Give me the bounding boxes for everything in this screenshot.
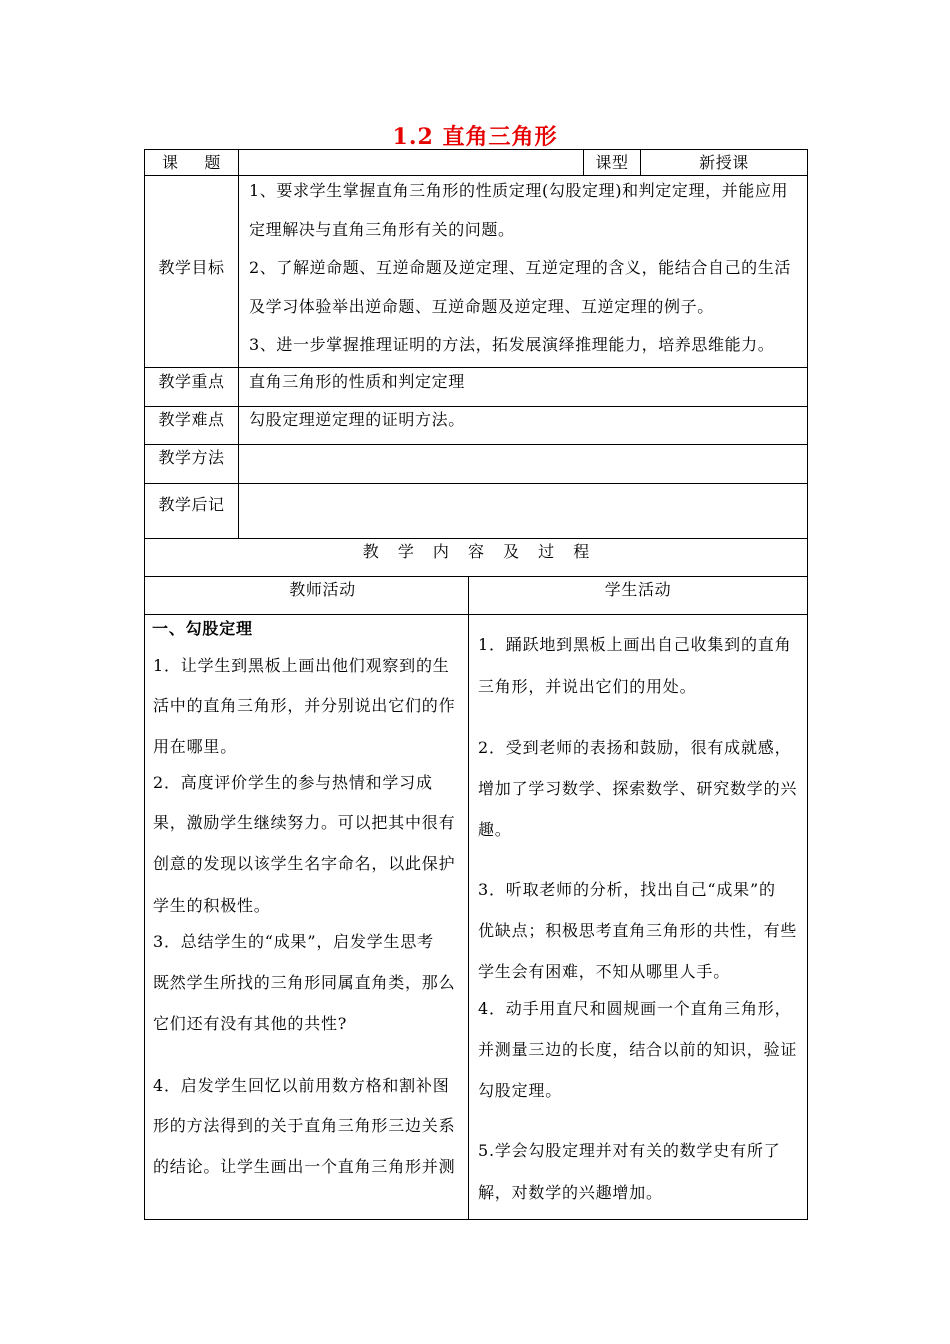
student-line: 解，对数学的兴趣增加。 [478, 1183, 663, 1202]
key-points-content-cell [239, 368, 808, 407]
teacher-line: 果，激励学生继续努力。可以把其中很有 [153, 813, 456, 832]
student-line: 趣。 [478, 820, 512, 839]
student-activity-header: 学生活动 [604, 580, 672, 599]
page-title: 1.2 直角三角形 [392, 124, 558, 150]
student-line: 增加了学习数学、探索数学、研究数学的兴 [478, 779, 798, 798]
teacher-line: 1．让学生到黑板上画出他们观察到的生 [153, 656, 450, 675]
lesson-type-label: 课型 [595, 153, 629, 172]
reflection-content-cell [239, 484, 808, 539]
methods-label-cell [145, 445, 239, 484]
lesson-type-label-cell [584, 150, 641, 176]
student-activity-cell [469, 615, 808, 1220]
student-line: 三角形，并说出它们的用处。 [478, 677, 697, 696]
teacher-line: 它们还有没有其他的共性? [153, 1014, 348, 1033]
topic-value-cell [239, 150, 584, 176]
student-line: 学生会有困难，不知从哪里人手。 [478, 962, 731, 981]
objective-line: 2、了解逆命题、互逆命题及逆定理、互逆定理的含义，能结合自己的生活 [249, 258, 791, 277]
key-points-label: 教学重点 [158, 372, 225, 391]
student-line: 2．受到老师的表扬和鼓励，很有成就感， [478, 738, 792, 757]
lesson-type-value-cell [641, 150, 808, 176]
teacher-line: 活中的直角三角形，并分别说出它们的作 [153, 696, 456, 715]
lesson-type-value: 新授课 [699, 153, 749, 172]
teacher-activity-header: 教师活动 [289, 580, 356, 599]
difficulties-content-cell [239, 407, 808, 445]
teacher-line: 形的方法得到的关于直角三角形三边关系 [153, 1116, 456, 1135]
key-points-text: 直角三角形的性质和判定定理 [249, 372, 465, 391]
methods-content-cell [239, 445, 808, 484]
process-heading: 教 学 内 容 及 过 程 [362, 542, 597, 561]
objectives-label-cell [145, 176, 239, 368]
topic-label: 课 题 [162, 153, 221, 172]
key-points-label-cell [145, 368, 239, 407]
difficulties-label: 教学难点 [158, 410, 225, 429]
difficulties-text: 勾股定理逆定理的证明方法。 [249, 410, 465, 429]
teacher-line: 2．高度评价学生的参与热情和学习成 [153, 773, 433, 792]
student-line: 勾股定理。 [478, 1081, 563, 1100]
student-header-cell [469, 577, 808, 615]
teacher-line: 3．总结学生的“成果”，启发学生思考 [153, 932, 434, 951]
student-line: 1．踊跃地到黑板上画出自己收集到的直角 [478, 635, 792, 654]
teacher-activity-cell [145, 615, 469, 1220]
teacher-header-cell [145, 577, 469, 615]
teacher-line: 既然学生所找的三角形同属直角类，那么 [153, 973, 456, 992]
objective-line: 1、要求学生掌握直角三角形的性质定理(勾股定理)和判定定理，并能应用 [249, 181, 789, 200]
teacher-line: 4．启发学生回忆以前用数方格和割补图 [153, 1076, 450, 1095]
teacher-line: 用在哪里。 [153, 737, 238, 756]
reflection-label-cell [145, 484, 239, 539]
teacher-line: 的结论。让学生画出一个直角三角形并测 [153, 1157, 456, 1176]
student-line: 优缺点；积极思考直角三角形的共性，有些 [478, 921, 798, 940]
student-line: 5.学会勾股定理并对有关的数学史有所了 [478, 1141, 781, 1160]
section-title: 一、勾股定理 [152, 619, 253, 638]
lesson-plan-table [144, 149, 808, 1220]
process-heading-cell [145, 539, 808, 577]
objectives-label: 教学目标 [158, 258, 225, 277]
reflection-label: 教学后记 [158, 495, 225, 514]
objective-line: 及学习体验举出逆命题、互逆命题及逆定理、互逆定理的例子。 [249, 297, 714, 316]
teacher-line: 学生的积极性。 [153, 896, 271, 915]
objective-line: 定理解决与直角三角形有关的问题。 [249, 220, 515, 239]
student-line: 4．动手用直尺和圆规画一个直角三角形， [478, 999, 792, 1018]
objectives-content-cell [239, 176, 808, 368]
topic-label-cell [145, 150, 239, 176]
methods-label: 教学方法 [158, 448, 225, 467]
difficulties-label-cell [145, 407, 239, 445]
teacher-line: 创意的发现以该学生名字命名，以此保护 [153, 854, 456, 873]
objective-line: 3、进一步掌握推理证明的方法，拓发展演绎推理能力，培养思维能力。 [249, 335, 775, 354]
student-line: 3．听取老师的分析，找出自己“成果”的 [478, 880, 776, 899]
student-line: 并测量三边的长度，结合以前的知识，验证 [478, 1040, 798, 1059]
